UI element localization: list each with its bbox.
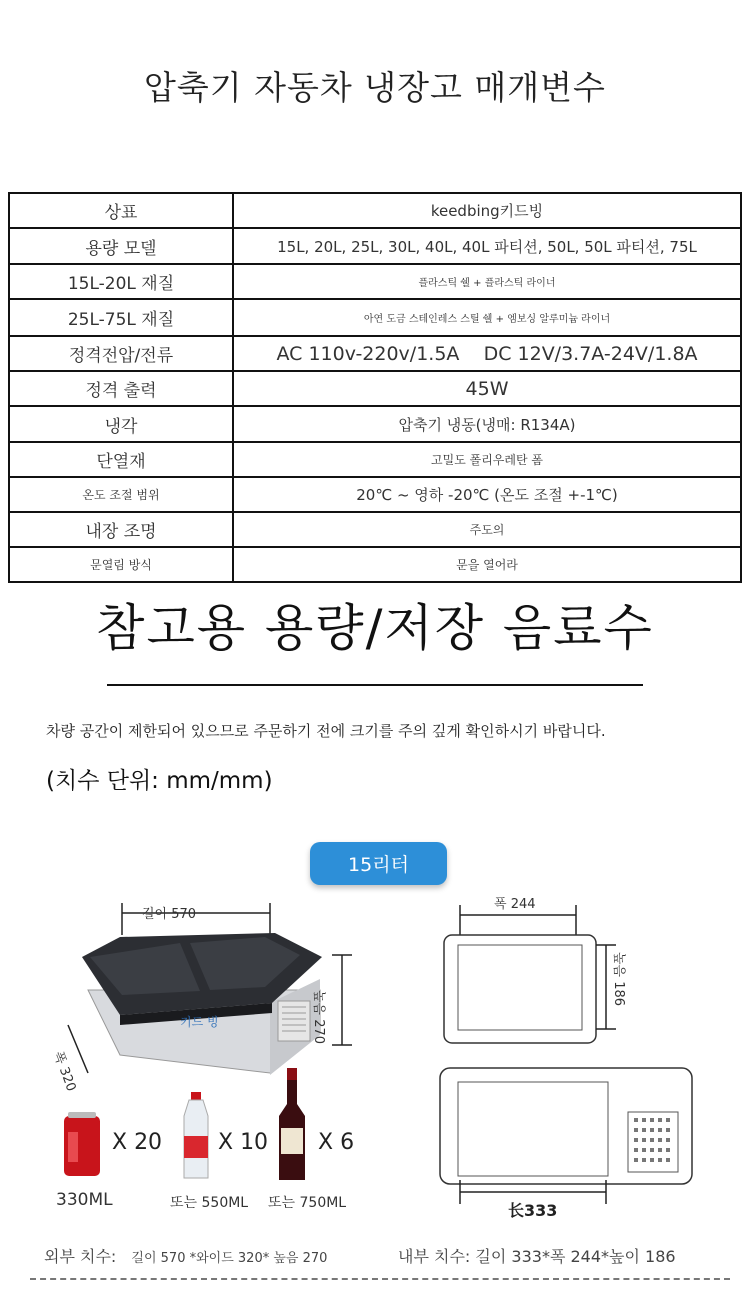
spec-key: 내장 조명 (9, 512, 233, 547)
spec-row (9, 547, 741, 582)
spec-value: 45W (233, 371, 741, 406)
inner-length-label: 长333 (508, 1201, 558, 1220)
spec-key: 단열재 (9, 442, 233, 477)
spec-key: 용량 모델 (9, 228, 233, 264)
spec-value: 20℃ ~ 영하 -20℃ (온도 조절 +-1℃) (233, 477, 741, 512)
spec-row (9, 512, 741, 547)
brand-on-box: 키드 빙 (180, 1015, 219, 1029)
spec-key: 정격전압/전류 (9, 336, 233, 371)
water-count: X 10 (218, 1130, 269, 1155)
height-label: 높음 270 (311, 990, 326, 1045)
outer-dimensions (44, 1244, 327, 1267)
spec-row (9, 406, 741, 442)
size-notice: 차량 공간이 제한되어 있으므로 주문하기 전에 크기를 주의 깊게 확인하시기 바랍니다. (46, 722, 606, 740)
spec-value: 압축기 냉동(냉매: R134A) (233, 406, 741, 442)
spec-value: 플라스틱 쉘 + 플라스틱 라이너 (233, 264, 741, 299)
inner-dimensions-value: 길이 333*폭 244*높이 186 (475, 1247, 676, 1266)
can-caption: 330ML (56, 1190, 113, 1210)
spec-key: 25L-75L 재질 (9, 299, 233, 336)
spec-table (8, 192, 742, 583)
water-bottle-icon (178, 1092, 214, 1182)
inner-height-label: 높음 186 (611, 952, 626, 1007)
spec-row (9, 371, 741, 406)
spec-row (9, 299, 741, 336)
spec-key: 상표 (9, 193, 233, 228)
units-label: (치수 단위: mm/mm) (46, 768, 273, 794)
can-icon (62, 1112, 102, 1178)
spec-value: 문을 열어라 (233, 547, 741, 582)
spec-key: 15L-20L 재질 (9, 264, 233, 299)
spec-value: AC 110v-220v/1.5A DC 12V/3.7A-24V/1.8A (233, 336, 741, 371)
wine-count: X 6 (318, 1130, 355, 1155)
spec-row (9, 228, 741, 264)
spec-row (9, 193, 741, 228)
spec-key: 냉각 (9, 406, 233, 442)
spec-value: keedbing키드빙 (233, 193, 741, 228)
capacity-badge: 15리터 (310, 842, 447, 885)
dashed-divider (30, 1278, 730, 1280)
inner-dimensions (398, 1244, 676, 1267)
length-label: 길이 570 (142, 907, 197, 922)
page-title: 압축기 자동차 냉장고 매개변수 (144, 68, 606, 107)
spec-row (9, 477, 741, 512)
inner-dimensions-label: 내부 치수: (398, 1247, 471, 1266)
spec-value: 주도의 (233, 512, 741, 547)
wine-bottle-icon (276, 1068, 308, 1182)
outer-dimensions-label: 외부 치수: (44, 1247, 117, 1266)
spec-key: 문열림 방식 (9, 547, 233, 582)
spec-row (9, 336, 741, 371)
inner-width-label: 폭 244 (494, 897, 536, 912)
inner-side-view (436, 1062, 698, 1222)
spec-value: 15L, 20L, 25L, 30L, 40L, 40L 파티션, 50L, 50L 파티션, 75L (233, 228, 741, 264)
wine-caption: 또는 750ML (268, 1195, 347, 1211)
width-label: 폭 320 (50, 1049, 79, 1094)
spec-row (9, 442, 741, 477)
divider (107, 684, 643, 686)
spec-value: 아연 도금 스테인레스 스틸 쉘 + 엠보싱 알루미늄 라이너 (233, 299, 741, 336)
can-count: X 20 (112, 1130, 163, 1155)
spec-row (9, 264, 741, 299)
spec-key: 정격 출력 (9, 371, 233, 406)
water-caption: 또는 550ML (170, 1195, 249, 1211)
spec-value: 고밀도 폴리우레탄 폼 (233, 442, 741, 477)
outer-dimensions-value: 길이 570 *와이드 320* 높음 270 (131, 1251, 328, 1266)
section-title: 참고용 용량/저장 음료수 (96, 599, 654, 657)
spec-key: 온도 조절 범위 (9, 477, 233, 512)
